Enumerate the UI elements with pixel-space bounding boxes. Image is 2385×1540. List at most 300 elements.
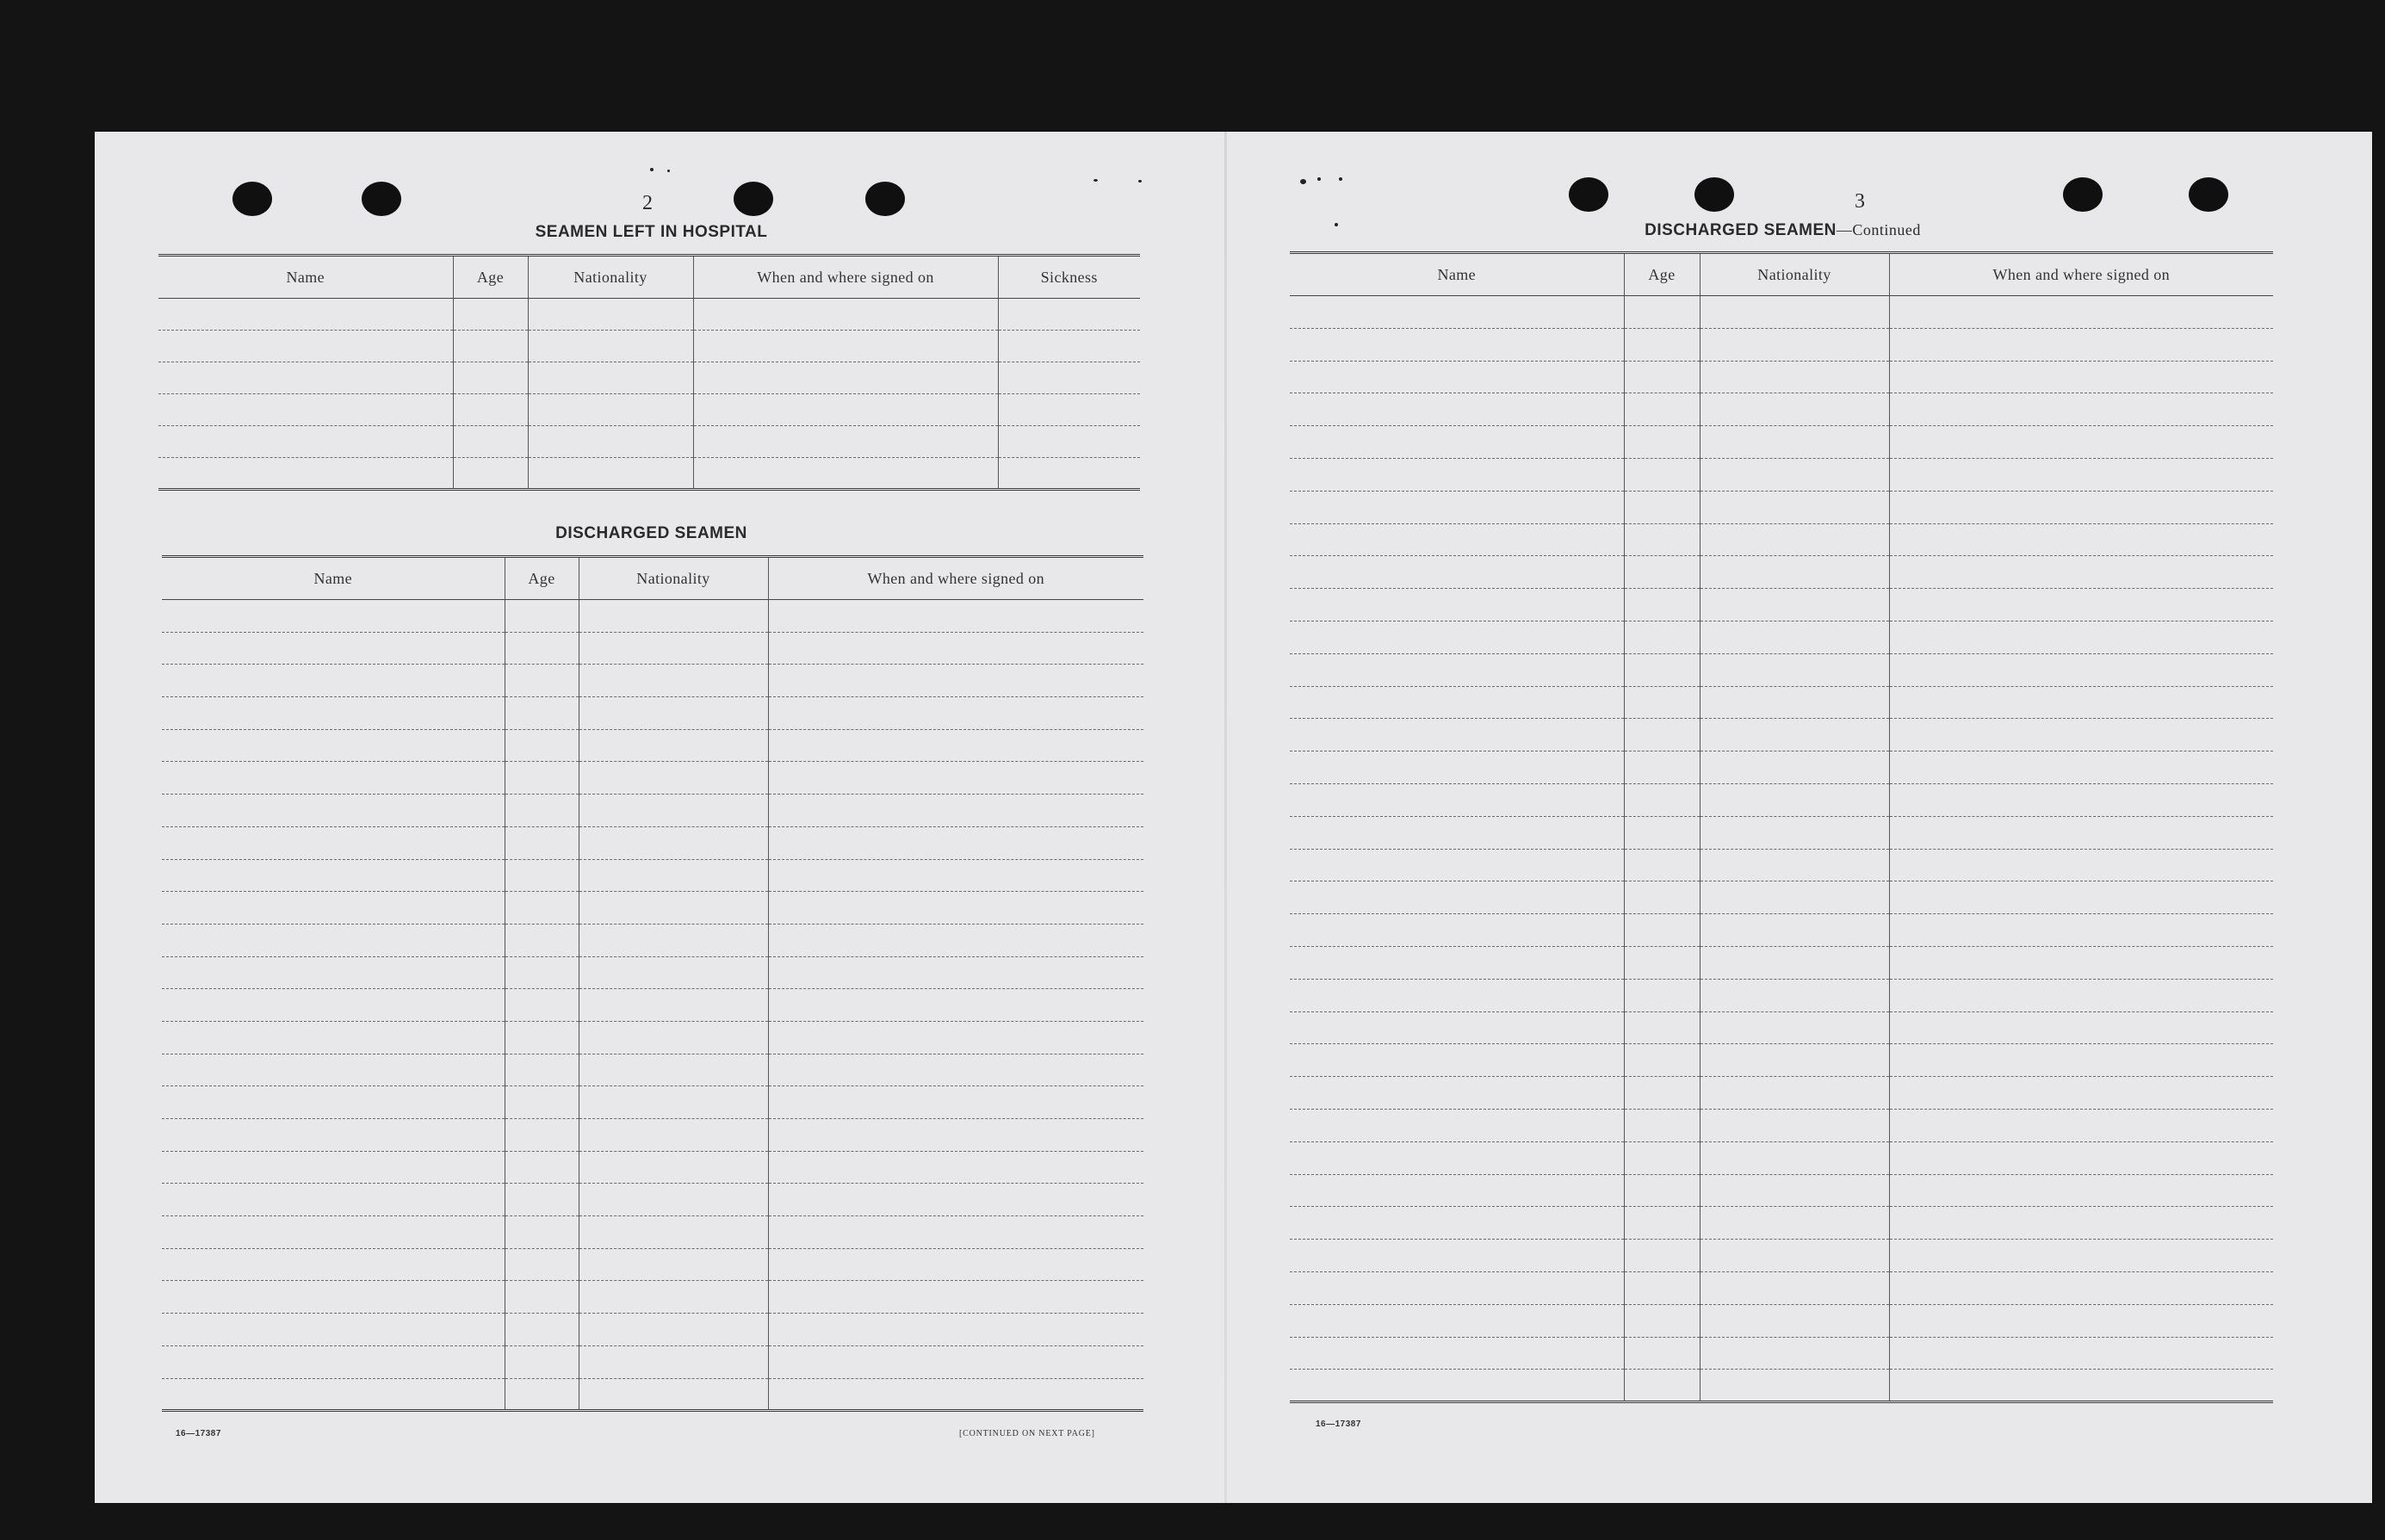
center-fold (1224, 132, 1227, 1503)
table-row (1290, 556, 2273, 589)
blank-cell (1290, 1109, 1624, 1141)
blank-cell (998, 331, 1140, 362)
table-row (1290, 621, 2273, 653)
table-row (1290, 1044, 2273, 1077)
blank-cell (505, 1345, 579, 1378)
blank-cell (505, 1378, 579, 1411)
blank-cell (579, 1314, 768, 1346)
blank-cell (693, 299, 998, 331)
blank-cell (1290, 946, 1624, 979)
blank-cell (1624, 686, 1700, 719)
table-row (162, 859, 1143, 892)
form-code: 16—17387 (176, 1429, 221, 1438)
blank-cell (1624, 1141, 1700, 1174)
blank-cell (1290, 1271, 1624, 1304)
blank-cell (162, 1021, 505, 1054)
table-row (162, 1248, 1143, 1281)
blank-cell (453, 299, 528, 331)
blank-cell (1700, 946, 1889, 979)
blank-cell (579, 1281, 768, 1314)
blank-cell (1889, 1174, 2273, 1207)
blank-cell (1290, 1141, 1624, 1174)
blank-cell (158, 458, 453, 490)
blank-cell (1700, 393, 1889, 426)
blank-cell (1290, 816, 1624, 849)
blank-cell (158, 362, 453, 394)
blank-cell (1700, 783, 1889, 816)
blank-cell (693, 394, 998, 426)
table-row (1290, 458, 2273, 491)
table-row (1290, 1337, 2273, 1370)
blank-cell (1624, 751, 1700, 784)
blank-cell (1889, 1337, 2273, 1370)
blank-cell (1624, 653, 1700, 686)
blank-cell (1889, 1011, 2273, 1044)
blank-cell (1700, 491, 1889, 523)
blank-cell (505, 729, 579, 762)
blank-cell (505, 956, 579, 989)
blank-cell (1700, 914, 1889, 947)
blank-cell (162, 892, 505, 925)
blank-cell (579, 1151, 768, 1184)
blank-cell (505, 762, 579, 795)
blank-cell (158, 394, 453, 426)
table-row (1290, 849, 2273, 881)
table-row (162, 632, 1143, 665)
column-header-nationality: Nationality (579, 557, 768, 600)
blank-cell (505, 1086, 579, 1119)
blank-cell (1700, 1337, 1889, 1370)
blank-cell (528, 331, 693, 362)
blank-cell (1290, 1240, 1624, 1272)
column-header-sickness: Sickness (998, 256, 1140, 299)
table-row (1290, 491, 2273, 523)
table-row (1290, 653, 2273, 686)
blank-cell (1624, 328, 1700, 361)
blank-cell (1700, 1174, 1889, 1207)
table-row (162, 762, 1143, 795)
blank-cell (998, 394, 1140, 426)
table-row (162, 795, 1143, 827)
column-header-signed-on: When and where signed on (693, 256, 998, 299)
table-row (1290, 783, 2273, 816)
blank-cell (1290, 719, 1624, 751)
blank-cell (768, 1184, 1143, 1216)
blank-cell (579, 632, 768, 665)
blank-cell (162, 762, 505, 795)
discharged-section-title: DISCHARGED SEAMEN (555, 524, 747, 542)
blank-cell (768, 600, 1143, 633)
blank-cell (1624, 1207, 1700, 1240)
blank-cell (579, 762, 768, 795)
blank-cell (1700, 589, 1889, 622)
table-row (158, 331, 1140, 362)
blank-cell (998, 362, 1140, 394)
table-row (1290, 523, 2273, 556)
blank-cell (579, 924, 768, 956)
blank-cell (162, 665, 505, 697)
blank-cell (1624, 719, 1700, 751)
blank-cell (768, 1248, 1143, 1281)
blank-cell (1290, 328, 1624, 361)
table-row (162, 924, 1143, 956)
blank-cell (1290, 686, 1624, 719)
blank-cell (1624, 946, 1700, 979)
blank-cell (579, 795, 768, 827)
table-row (162, 697, 1143, 730)
table-row (1290, 296, 2273, 329)
ledger-sheet (95, 132, 2372, 1503)
blank-cell (453, 426, 528, 458)
blank-cell (505, 1119, 579, 1152)
blank-cell (579, 956, 768, 989)
blank-cell (1700, 1141, 1889, 1174)
blank-cell (1889, 719, 2273, 751)
blank-cell (505, 892, 579, 925)
blank-cell (768, 924, 1143, 956)
blank-cell (768, 1345, 1143, 1378)
blank-cell (162, 1054, 505, 1086)
blank-cell (1889, 361, 2273, 393)
blank-cell (579, 729, 768, 762)
blank-cell (768, 1378, 1143, 1411)
discharged-continued-title (1290, 221, 2276, 240)
blank-cell (162, 1378, 505, 1411)
table-row (162, 1184, 1143, 1216)
blank-cell (579, 697, 768, 730)
blank-cell (998, 299, 1140, 331)
blank-cell (162, 1216, 505, 1249)
blank-cell (1889, 1044, 2273, 1077)
blank-cell (1624, 1077, 1700, 1110)
blank-cell (162, 1086, 505, 1119)
blank-cell (1889, 458, 2273, 491)
blank-cell (505, 632, 579, 665)
table-row (162, 892, 1143, 925)
blank-cell (505, 1184, 579, 1216)
blank-cell (1889, 589, 2273, 622)
table-row (158, 458, 1140, 490)
table-row (1290, 1240, 2273, 1272)
blank-cell (505, 859, 579, 892)
column-header-nationality: Nationality (528, 256, 693, 299)
blank-cell (579, 1086, 768, 1119)
section-title-suffix: —Continued (1836, 221, 1921, 238)
blank-cell (1624, 1240, 1700, 1272)
blank-cell (1700, 1011, 1889, 1044)
blank-cell (1889, 491, 2273, 523)
blank-cell (1290, 523, 1624, 556)
table-row (1290, 589, 2273, 622)
hospital-section-title: SEAMEN LEFT IN HOSPITAL (535, 223, 768, 241)
table-row (162, 1054, 1143, 1086)
table-row (1290, 946, 2273, 979)
blank-cell (162, 859, 505, 892)
blank-cell (1889, 816, 2273, 849)
blank-cell (1290, 589, 1624, 622)
blank-cell (1624, 426, 1700, 459)
blank-cell (768, 1314, 1143, 1346)
blank-cell (1889, 1240, 2273, 1272)
blank-cell (162, 697, 505, 730)
blank-cell (1700, 1044, 1889, 1077)
blank-cell (453, 394, 528, 426)
blank-cell (1624, 523, 1700, 556)
page-number: 3 (1855, 190, 1865, 213)
blank-cell (768, 1119, 1143, 1152)
blank-cell (528, 299, 693, 331)
blank-cell (162, 1119, 505, 1152)
blank-cell (162, 1281, 505, 1314)
blank-cell (505, 600, 579, 633)
table-row (1290, 426, 2273, 459)
blank-cell (1700, 751, 1889, 784)
table-row (162, 1216, 1143, 1249)
table-row (1290, 751, 2273, 784)
blank-cell (1290, 849, 1624, 881)
table-row (1290, 686, 2273, 719)
blank-cell (1889, 1207, 2273, 1240)
blank-cell (1889, 1304, 2273, 1337)
blank-cell (579, 1345, 768, 1378)
blank-cell (1290, 393, 1624, 426)
blank-cell (1624, 556, 1700, 589)
blank-cell (1290, 1304, 1624, 1337)
blank-cell (1889, 296, 2273, 329)
table-row (162, 1345, 1143, 1378)
blank-cell (1290, 1174, 1624, 1207)
blank-cell (1889, 621, 2273, 653)
blank-cell (768, 989, 1143, 1022)
table-row (1290, 979, 2273, 1011)
blank-cell (1700, 686, 1889, 719)
section-title-text: DISCHARGED SEAMEN (1645, 221, 1837, 239)
table-row (158, 299, 1140, 331)
table-row (162, 600, 1143, 633)
blank-cell (1889, 1077, 2273, 1110)
blank-cell (1290, 1077, 1624, 1110)
blank-cell (768, 632, 1143, 665)
blank-cell (505, 1151, 579, 1184)
blank-cell (1700, 816, 1889, 849)
column-header-signed-on: When and where signed on (1889, 253, 2273, 296)
blank-cell (693, 362, 998, 394)
blank-cell (1889, 1109, 2273, 1141)
blank-cell (1624, 881, 1700, 914)
blank-cell (579, 665, 768, 697)
blank-cell (1700, 1271, 1889, 1304)
blank-cell (528, 394, 693, 426)
blank-cell (579, 1216, 768, 1249)
blank-cell (768, 892, 1143, 925)
blank-cell (1290, 1207, 1624, 1240)
blank-cell (1290, 653, 1624, 686)
discharged-continued-table (1290, 251, 2273, 1403)
blank-cell (1624, 589, 1700, 622)
blank-cell (1290, 1011, 1624, 1044)
blank-cell (1290, 361, 1624, 393)
blank-cell (453, 331, 528, 362)
blank-cell (1889, 1370, 2273, 1402)
blank-cell (1624, 816, 1700, 849)
blank-cell (1290, 979, 1624, 1011)
table-row (162, 989, 1143, 1022)
blank-cell (1290, 751, 1624, 784)
blank-cell (505, 665, 579, 697)
table-row (1290, 1271, 2273, 1304)
page-number: 2 (642, 192, 653, 214)
blank-cell (1624, 1011, 1700, 1044)
blank-cell (1700, 1207, 1889, 1240)
blank-cell (1624, 849, 1700, 881)
blank-cell (768, 697, 1143, 730)
table-row (1290, 393, 2273, 426)
table-row (162, 956, 1143, 989)
blank-cell (1889, 328, 2273, 361)
blank-cell (1290, 1370, 1624, 1402)
blank-cell (162, 1151, 505, 1184)
blank-cell (505, 924, 579, 956)
blank-cell (1700, 556, 1889, 589)
blank-cell (1700, 849, 1889, 881)
blank-cell (1889, 946, 2273, 979)
blank-cell (1889, 426, 2273, 459)
discharged-table (162, 555, 1143, 1412)
blank-cell (1624, 393, 1700, 426)
form-code: 16—17387 (1316, 1419, 1361, 1429)
blank-cell (768, 665, 1143, 697)
table-row (162, 1151, 1143, 1184)
blank-cell (1700, 653, 1889, 686)
table-row (1290, 1207, 2273, 1240)
blank-cell (1290, 914, 1624, 947)
blank-cell (768, 795, 1143, 827)
blank-cell (1700, 458, 1889, 491)
blank-cell (579, 1021, 768, 1054)
blank-cell (768, 762, 1143, 795)
blank-cell (1624, 783, 1700, 816)
table-row (158, 362, 1140, 394)
blank-cell (1700, 621, 1889, 653)
blank-cell (1889, 881, 2273, 914)
blank-cell (158, 331, 453, 362)
blank-cell (158, 426, 453, 458)
blank-cell (528, 426, 693, 458)
blank-cell (1700, 979, 1889, 1011)
table-row (162, 1281, 1143, 1314)
table-row (1290, 719, 2273, 751)
table-row (162, 1086, 1143, 1119)
blank-cell (1889, 849, 2273, 881)
blank-cell (1700, 1304, 1889, 1337)
blank-cell (162, 956, 505, 989)
blank-cell (1889, 653, 2273, 686)
blank-cell (1624, 296, 1700, 329)
blank-cell (1889, 1141, 2273, 1174)
blank-cell (579, 1378, 768, 1411)
blank-cell (1700, 1109, 1889, 1141)
blank-cell (1889, 914, 2273, 947)
blank-cell (998, 458, 1140, 490)
table-row (1290, 816, 2273, 849)
blank-cell (505, 1248, 579, 1281)
blank-cell (1624, 491, 1700, 523)
blank-cell (1700, 328, 1889, 361)
blank-cell (1889, 1271, 2273, 1304)
blank-cell (579, 1184, 768, 1216)
blank-cell (1624, 1370, 1700, 1402)
blank-cell (1290, 1044, 1624, 1077)
blank-cell (1290, 296, 1624, 329)
blank-cell (579, 1119, 768, 1152)
hospital-table (158, 254, 1140, 491)
blank-cell (1889, 751, 2273, 784)
blank-cell (505, 1021, 579, 1054)
table-row (1290, 361, 2273, 393)
column-header-signed-on: When and where signed on (768, 557, 1143, 600)
blank-cell (1290, 621, 1624, 653)
table-row (162, 1378, 1143, 1411)
continued-note: [CONTINUED ON NEXT PAGE] (959, 1429, 1095, 1438)
blank-cell (1624, 621, 1700, 653)
blank-cell (505, 795, 579, 827)
blank-cell (1290, 556, 1624, 589)
blank-cell (1889, 556, 2273, 589)
blank-cell (768, 1086, 1143, 1119)
left-page (158, 132, 1144, 1503)
table-row (162, 1314, 1143, 1346)
column-header-nationality: Nationality (1700, 253, 1889, 296)
table-row (1290, 1174, 2273, 1207)
blank-cell (505, 1281, 579, 1314)
blank-cell (162, 924, 505, 956)
blank-cell (162, 1345, 505, 1378)
blank-cell (1889, 523, 2273, 556)
blank-cell (579, 600, 768, 633)
blank-cell (1290, 491, 1624, 523)
blank-cell (1290, 881, 1624, 914)
blank-cell (1624, 1271, 1700, 1304)
right-page (1290, 132, 2276, 1503)
column-header-name: Name (1290, 253, 1624, 296)
blank-cell (1700, 523, 1889, 556)
blank-cell (505, 1216, 579, 1249)
blank-cell (528, 458, 693, 490)
table-row (1290, 1304, 2273, 1337)
blank-cell (768, 859, 1143, 892)
blank-cell (1889, 686, 2273, 719)
blank-cell (1624, 361, 1700, 393)
blank-cell (162, 989, 505, 1022)
blank-cell (162, 600, 505, 633)
blank-cell (528, 362, 693, 394)
blank-cell (1290, 1337, 1624, 1370)
blank-cell (768, 826, 1143, 859)
blank-cell (1290, 458, 1624, 491)
table-row (1290, 914, 2273, 947)
blank-cell (505, 697, 579, 730)
blank-cell (768, 1216, 1143, 1249)
blank-cell (453, 458, 528, 490)
blank-cell (1624, 979, 1700, 1011)
table-row (162, 1119, 1143, 1152)
blank-cell (998, 426, 1140, 458)
blank-cell (162, 1248, 505, 1281)
table-row (1290, 1370, 2273, 1402)
blank-cell (1290, 783, 1624, 816)
blank-cell (162, 826, 505, 859)
blank-cell (162, 729, 505, 762)
